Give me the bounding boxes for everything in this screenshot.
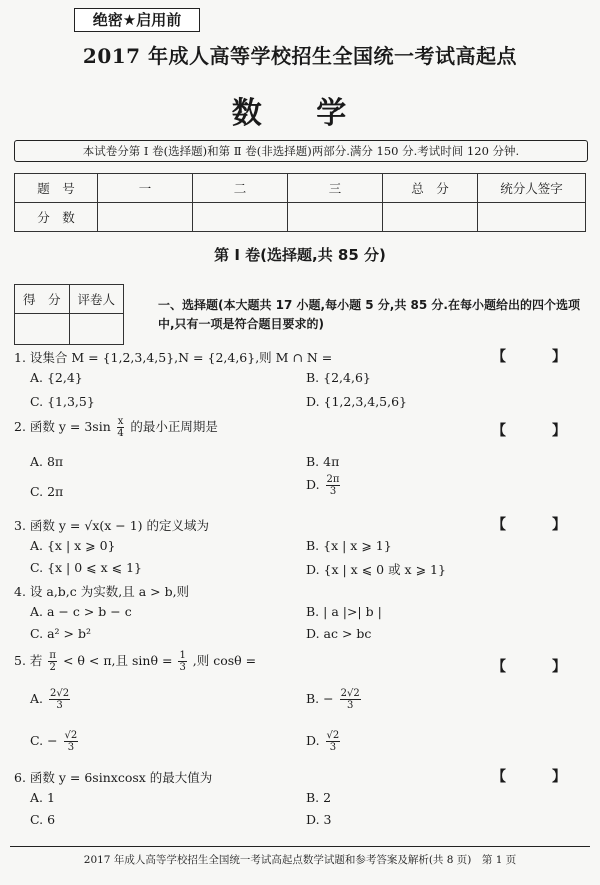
answer-bracket: 【 】 [492, 423, 582, 439]
option-b: B. | a |>| b | [306, 604, 382, 619]
score-header: 题 号 [15, 174, 98, 203]
question-4: 4. 设 a,b,c 为实数,且 a > b,则 [14, 584, 190, 599]
grader-table [14, 284, 124, 345]
option-b: B. − $\frac{2√2}{3}$ [306, 688, 360, 711]
option-a: A. a − c > b − c [30, 604, 132, 619]
question-3: 3. 函数 y = √x(x − 1) 的定义域为 [14, 518, 210, 533]
score-header: 三 [288, 174, 383, 203]
grader-cell [15, 314, 70, 345]
score-row-label: 分 数 [15, 203, 98, 232]
option-d: D. $\frac{2\pi}{3}$ [306, 474, 340, 497]
option-a: A. 8π [30, 454, 64, 469]
score-cell [383, 203, 478, 232]
grader-name-header: 评卷人 [69, 285, 124, 314]
option-d: D. ac > bc [306, 626, 372, 641]
score-cell [98, 203, 193, 232]
option-c: C. {1,3,5} [30, 394, 95, 409]
option-d: D. $\frac{√2}{3}$ [306, 730, 340, 753]
option-b: B. {x | x ⩾ 1} [306, 538, 392, 553]
grader-cell [69, 314, 124, 345]
option-c: C. a² > b² [30, 626, 91, 641]
score-header: 二 [193, 174, 288, 203]
option-a: A. {2,4} [30, 370, 83, 385]
score-cell [193, 203, 288, 232]
question-2: 2. 函数 y = 3sin $\frac{x}{4}$ 的最小正周期是 [14, 416, 218, 439]
option-a: A. {x | x ⩾ 0} [30, 538, 116, 553]
score-header: 总 分 [383, 174, 478, 203]
answer-bracket: 【 】 [492, 769, 582, 785]
score-header: 一 [98, 174, 193, 203]
score-cell [288, 203, 383, 232]
answer-bracket: 【 】 [492, 349, 582, 365]
answer-bracket: 【 】 [492, 659, 582, 675]
subject-title: 数 学 [231, 96, 369, 131]
exam-title: 2017 年成人高等学校招生全国统一考试高起点 [82, 44, 518, 68]
exam-info: 本试卷分第 Ⅰ 卷(选择题)和第 Ⅱ 卷(非选择题)两部分.满分 150 分.考试时间 120 分钟. [14, 140, 588, 162]
confidential-badge: 绝密★启用前 [74, 8, 200, 32]
option-c: C. 2π [30, 484, 64, 499]
option-d: D. {x | x ⩽ 0 或 x ⩾ 1} [306, 562, 446, 577]
footer-divider [10, 846, 590, 847]
part1-title: 第 Ⅰ 卷(选择题,共 85 分) [214, 246, 386, 264]
option-c: C. {x | 0 ⩽ x ⩽ 1} [30, 560, 142, 575]
option-b: B. 2 [306, 790, 332, 805]
section-heading: 一、选择题(本大题共 17 小题,每小题 5 分,共 85 分.在每小题给出的四个选项中,只有一项是符合题目要求的) [158, 298, 580, 331]
option-a: A. 1 [30, 790, 55, 805]
option-c: C. 6 [30, 812, 56, 827]
option-c: C. − $\frac{√2}{3}$ [30, 730, 78, 753]
score-table [14, 173, 586, 232]
question-5: 5. 若 $\frac{\pi}{2}$ < θ < π,且 sinθ = $\frac{1}{3}$ ,则 cosθ = [14, 650, 257, 673]
question-6: 6. 函数 y = 6sinxcosx 的最大值为 [14, 770, 213, 785]
option-b: B. {2,4,6} [306, 370, 371, 385]
score-header: 统分人签字 [478, 174, 586, 203]
question-1: 1. 设集合 M = {1,2,3,4,5},N = {2,4,6},则 M ∩ N = [14, 350, 333, 365]
option-d: D. {1,2,3,4,5,6} [306, 394, 408, 409]
option-a: A. $\frac{2√2}{3}$ [30, 688, 70, 711]
grader-score-header: 得 分 [15, 285, 70, 314]
option-d: D. 3 [306, 812, 332, 827]
score-cell [478, 203, 586, 232]
option-b: B. 4π [306, 454, 340, 469]
answer-bracket: 【 】 [492, 517, 582, 533]
page-footer: 2017 年成人高等学校招生全国统一考试高起点数学试题和参考答案及解析(共 8 页) 第 1 页 [83, 854, 517, 866]
